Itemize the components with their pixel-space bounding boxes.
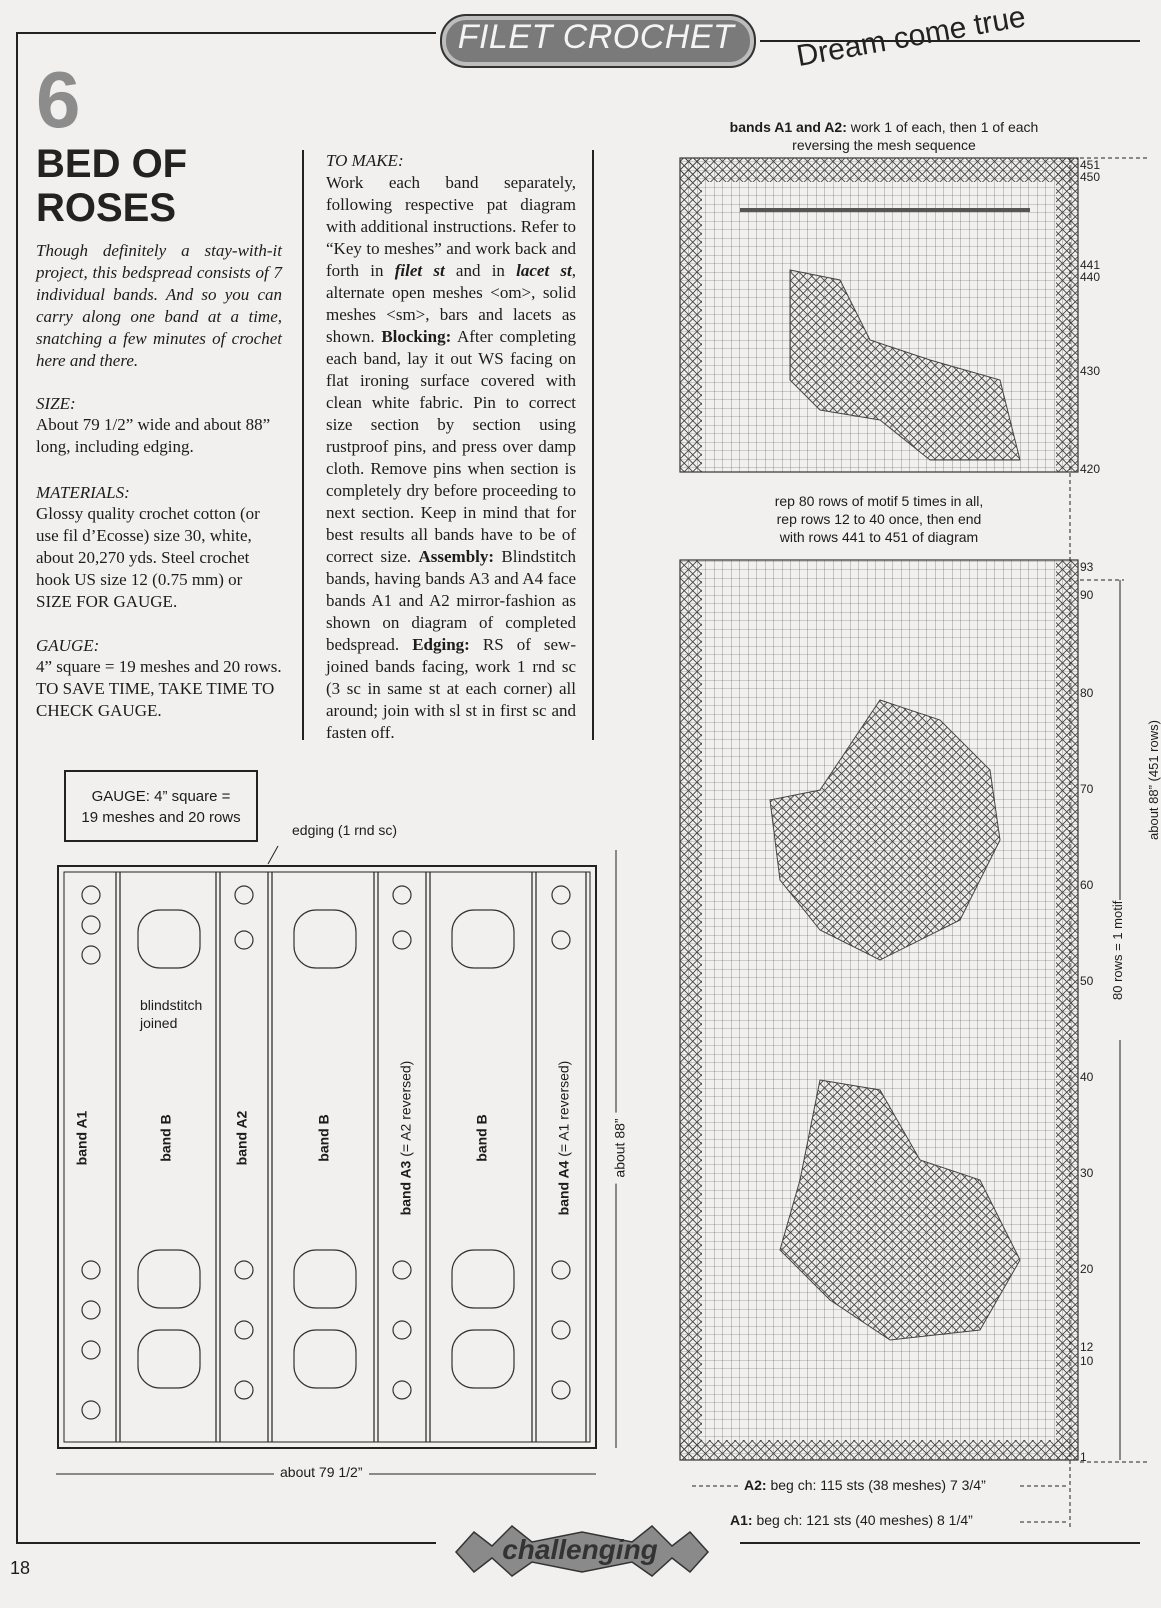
gauge-body: 4” square = 19 meshes and 20 rows. TO SAVE TIME, TAKE TIME TO CHECK GAUGE.	[36, 657, 282, 720]
bottom-chart-border	[680, 560, 702, 1460]
row-number-label: 90	[1080, 588, 1094, 602]
blocking-label: Blocking:	[381, 327, 452, 346]
row-number-label: 10	[1080, 1354, 1094, 1368]
page-number: 18	[10, 1558, 31, 1578]
to-make-intro: Work each band separately, following respective pat diagram with additional instructions. Refer to “Key to meshes” and work back and forth in	[326, 173, 576, 280]
a2-beginning-chain	[744, 1477, 986, 1493]
project-number: 6	[36, 55, 81, 144]
row-number-label: 441	[1080, 258, 1101, 272]
title-line-2: ROSES	[36, 186, 177, 230]
band-label-text: band B	[473, 1114, 490, 1162]
lacet-stitch-term: lacet st	[516, 261, 572, 280]
band-label-text: band A4	[555, 1160, 572, 1216]
width-dimension: about 79 1/2”	[274, 1464, 369, 1480]
gauge-heading: GAUGE:	[36, 636, 100, 655]
gauge-box-line-2: 19 meshes and 20 rows	[81, 809, 241, 826]
title-line-1: BED OF	[36, 142, 188, 186]
blindstitch-line-1: blindstitch	[140, 997, 203, 1013]
total-rows-label: about 88” (451 rows)	[1146, 720, 1161, 840]
bottom-chart-border	[1056, 560, 1078, 1460]
to-make-meshes: , alternate open meshes <om>, solid meshes <sm>, bars and lacets as shown.	[326, 261, 577, 346]
blocking-text: After completing each band, lay it out WS facing on flat ironing surface covered with clean white fabric. Pin to correct size section by section using rustproof pins, and press over damp cloth. Remove pins when section is completely dry before proceeding to next section. Keep in mind that for best results all bands have to be of correct size.	[326, 327, 576, 566]
a1-text: beg ch: 121 sts (40 meshes) 8 1/4”	[756, 1512, 973, 1528]
motif-length-label: 80 rows = 1 motif	[1110, 900, 1125, 1000]
materials-heading: MATERIALS:	[36, 483, 130, 502]
top-chart-border	[1056, 158, 1078, 472]
a1-label: A1:	[730, 1512, 753, 1528]
row-number-label: 420	[1080, 462, 1101, 476]
row-number-label: 70	[1080, 782, 1094, 796]
row-number-label: 60	[1080, 878, 1094, 892]
height-dimension: about 88”	[612, 1112, 628, 1183]
band-label-text: band B	[157, 1114, 174, 1162]
size-body: About 79 1/2” wide and about 88” long, including edging.	[36, 415, 271, 456]
bottom-chart-border	[680, 1440, 1078, 1460]
row-number-label: 93	[1080, 560, 1094, 574]
row-number-label: 1	[1080, 1450, 1087, 1464]
materials-body: Glossy quality crochet cotton (or use fil d’Ecosse) size 30, white, about 20,270 yds. Steel crochet hook US size 12 (0.75 mm) or SIZE FOR GAUGE.	[36, 504, 260, 611]
to-make-heading: TO MAKE:	[326, 151, 404, 170]
band-label-text: band B	[315, 1114, 332, 1162]
edging-callout: edging (1 rnd sc)	[292, 822, 398, 838]
chart-caption-bold: bands A1 and A2:	[729, 119, 847, 135]
and-in-text: and in	[455, 261, 505, 280]
tagline: Dream come true	[794, 0, 1029, 74]
repeat-note-line-2: rep rows 12 to 40 once, then end	[776, 511, 982, 527]
row-number-label: 80	[1080, 686, 1094, 700]
top-chart-border	[680, 158, 702, 472]
chart-caption-text: work 1 of each, then 1 of each reversing the mesh sequence	[792, 119, 1039, 153]
row-number-label: 40	[1080, 1070, 1094, 1084]
size-heading: SIZE:	[36, 394, 76, 413]
section-banner-text: FILET CROCHET	[457, 18, 735, 56]
edging-label: Edging:	[412, 635, 470, 654]
row-number-label: 50	[1080, 974, 1094, 988]
row-number-label: 430	[1080, 364, 1101, 378]
row-number-label: 30	[1080, 1166, 1094, 1180]
top-chart-frame-line	[740, 208, 1030, 212]
band-label-text: band A1	[73, 1110, 90, 1166]
band-label-suffix: (= A1 reversed)	[555, 1060, 572, 1161]
blindstitch-line-2: joined	[140, 1015, 178, 1031]
a2-label: A2:	[744, 1477, 767, 1493]
assembly-text: Blindstitch bands, having bands A3 and A4 face bands A1 and A2 mirror-fashion as shown on diagram of completed bedspread.	[326, 547, 576, 654]
assembly-label: Assembly:	[418, 547, 495, 566]
band-label-text: band A3	[397, 1160, 414, 1216]
gauge-box-line-1: GAUGE: 4” square =	[91, 788, 231, 805]
repeat-note-line-1: rep 80 rows of motif 5 times in all,	[774, 493, 984, 509]
top-chart-border	[680, 158, 1078, 182]
top-chart-grid	[680, 158, 1078, 472]
row-number-label: 12	[1080, 1340, 1094, 1354]
a1-beginning-chain	[730, 1512, 973, 1528]
filet-stitch-term: filet st	[394, 261, 445, 280]
band-label-suffix: (= A2 reversed)	[397, 1060, 414, 1161]
row-number-label: 440	[1080, 270, 1101, 284]
row-number-label: 450	[1080, 170, 1101, 184]
row-number-label: 20	[1080, 1262, 1094, 1276]
edging-text: RS of sew-joined bands facing, work 1 rnd sc (3 sc in same st at each corner) all around; join with sl st in first sc and fasten off.	[326, 635, 576, 742]
repeat-note-line-3: with rows 441 to 451 of diagram	[779, 529, 979, 545]
a2-text: beg ch: 115 sts (38 meshes) 7 3/4”	[770, 1477, 986, 1493]
difficulty-label: challenging	[502, 1534, 658, 1565]
band-label-text: band A2	[233, 1110, 250, 1166]
intro-text: Though definitely a stay-with-it project, this bedspread consists of 7 individual bands. And so you can carry along one band at a time, snatching a few minutes of crochet here and there.	[36, 241, 282, 370]
row-number-label: 451	[1080, 158, 1101, 172]
